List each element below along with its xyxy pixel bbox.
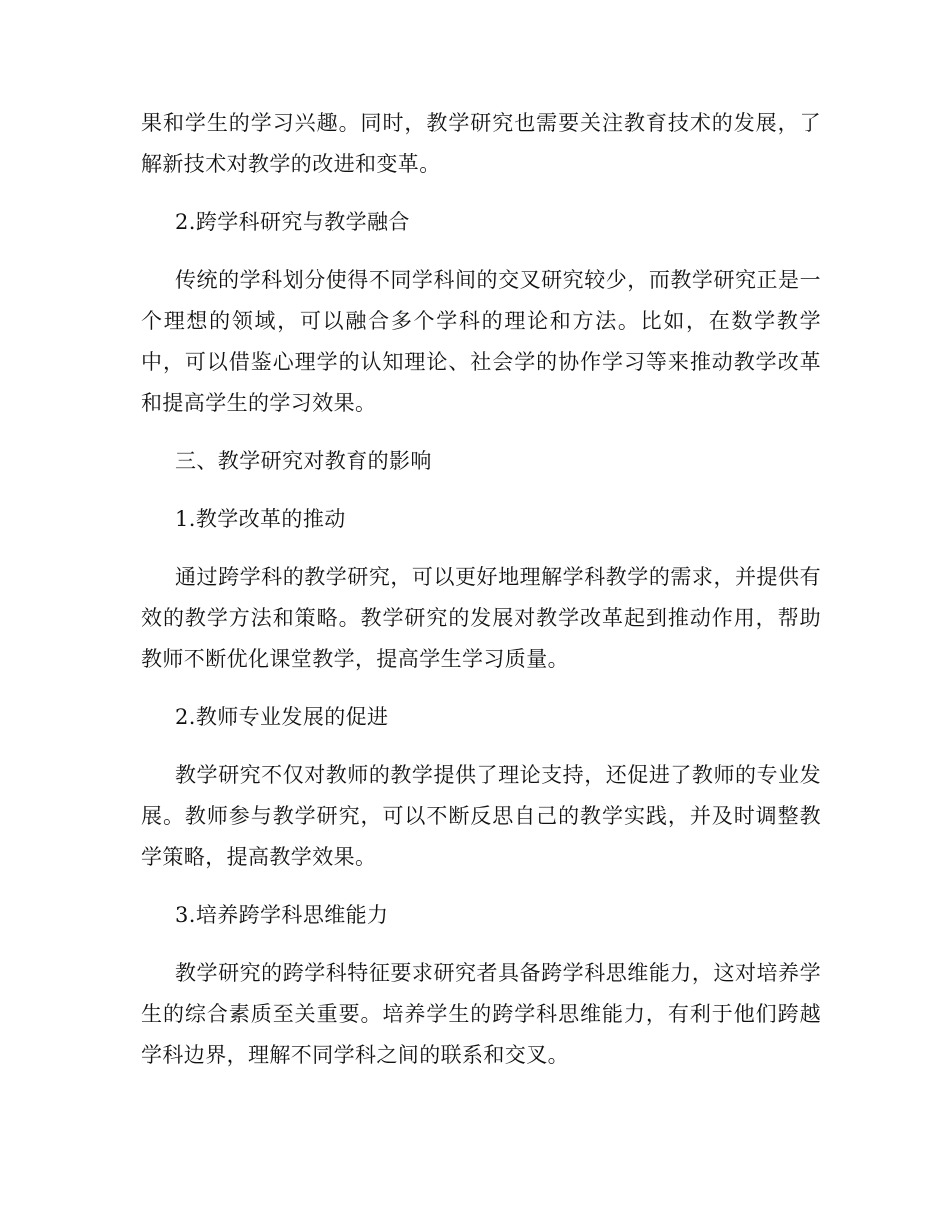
paragraph-interdisciplinary: 传统的学科划分使得不同学科间的交叉研究较少，而教学研究正是一个理想的领域，可以融合多个学科的理论和方法。比如，在数学教学中，可以借鉴心理学的认知理论、社会学的协作学习等来推动教学改革和提高学生的学习效果。 [141, 268, 821, 415]
subheading-teacher-development: 2.教师专业发展的促进 [175, 705, 389, 729]
document-body [141, 103, 821, 1076]
section-heading-education-impact: 三、教学研究对教育的影响 [175, 449, 432, 473]
subheading-interdisciplinary-integration: 2.跨学科研究与教学融合 [175, 210, 410, 234]
paragraph-continuation: 果和学生的学习兴趣。同时，教学研究也需要关注教育技术的发展，了解新技术对教学的改进和变革。 [141, 111, 821, 176]
paragraph-teaching-reform: 通过跨学科的教学研究，可以更好地理解学科教学的需求，并提供有效的教学方法和策略。教学研究的发展对教学改革起到推动作用，帮助教师不断优化课堂教学，提高学生学习质量。 [141, 565, 821, 671]
subheading-interdisciplinary-thinking: 3.培养跨学科思维能力 [175, 903, 389, 927]
paragraph-teacher-development: 教学研究不仅对教师的教学提供了理论支持，还促进了教师的专业发展。教师参与教学研究，可以不断反思自己的教学实践，并及时调整教学策略，提高教学效果。 [141, 763, 821, 869]
subheading-teaching-reform: 1.教学改革的推动 [175, 507, 346, 531]
paragraph-interdisciplinary-thinking: 教学研究的跨学科特征要求研究者具备跨学科思维能力，这对培养学生的综合素质至关重要。培养学生的跨学科思维能力，有利于他们跨越学科边界，理解不同学科之间的联系和交叉。 [141, 961, 821, 1067]
